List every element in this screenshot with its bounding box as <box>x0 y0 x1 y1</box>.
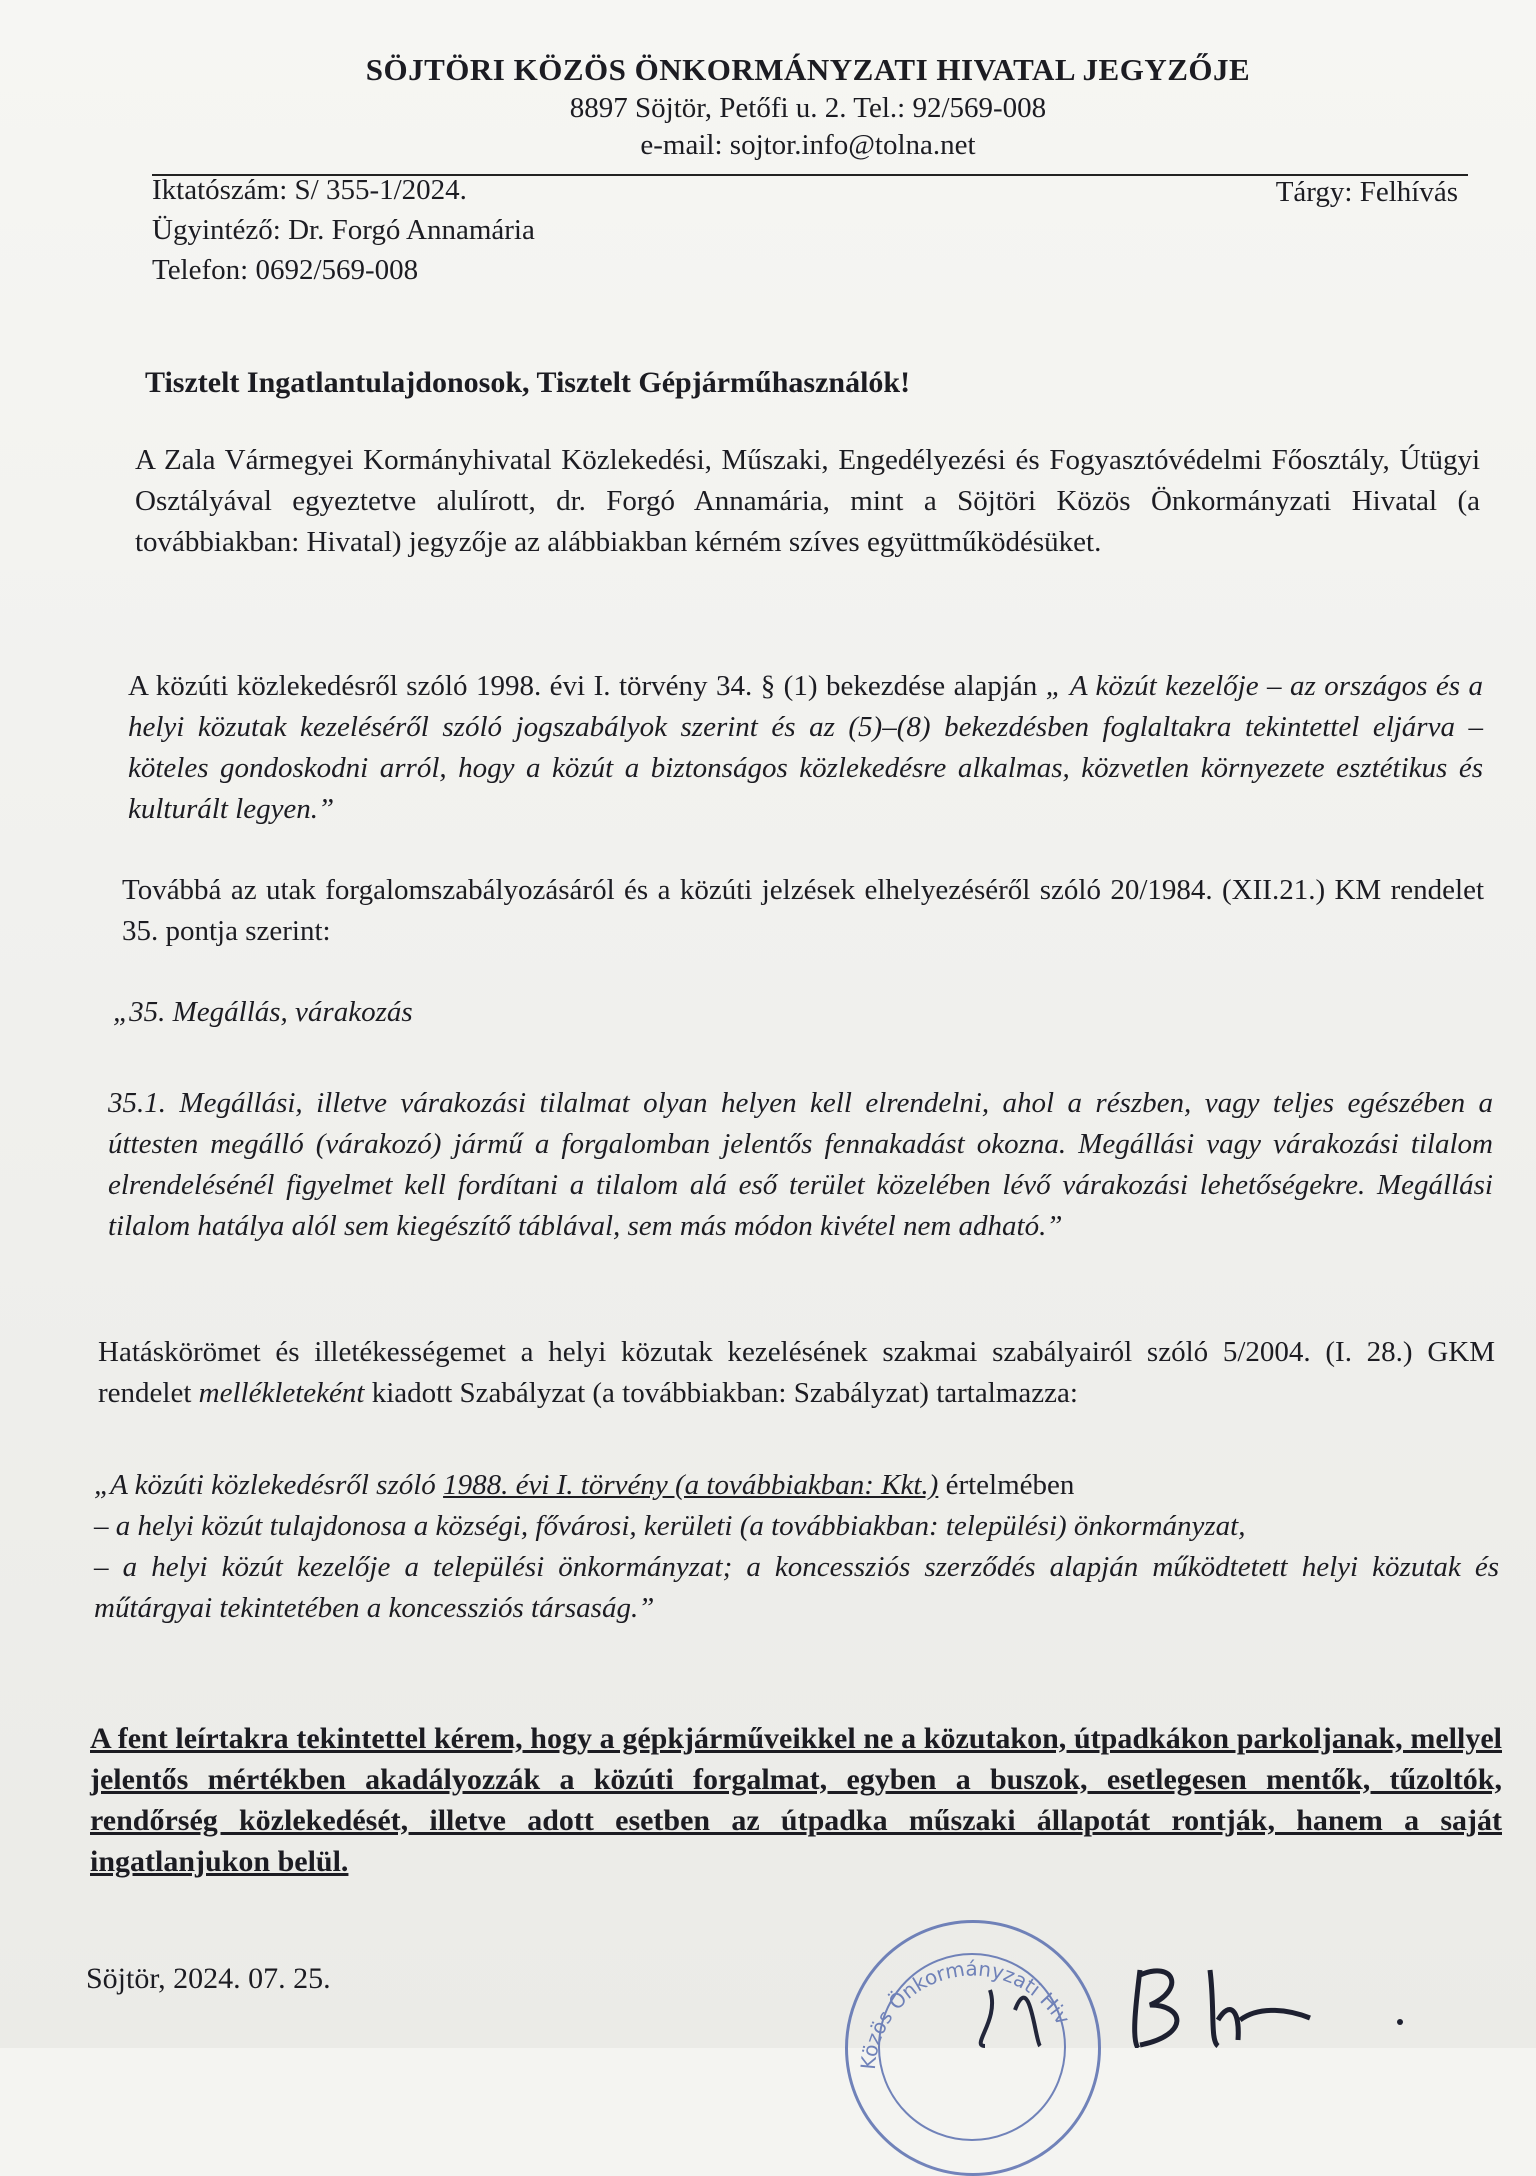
svg-text:Közös Önkormányzati Hiv: Közös Önkormányzati Hiv <box>855 1956 1076 2071</box>
competence-text-2: kiadott Szabályzat (a továbbiakban: Szabályzat) tartalmazza: <box>364 1377 1078 1409</box>
administrator: Ügyintéző: Dr. Forgó Annamária <box>152 214 535 246</box>
quote-tail: értelmében <box>938 1469 1075 1501</box>
law-reference-link[interactable]: 1988. évi I. törvény (a továbbiakban: Kkt.) <box>443 1469 939 1501</box>
letterhead <box>0 52 1536 162</box>
salutation: Tisztelt Ingatlantulajdonosok, Tisztelt Gépjárműhasználók! <box>145 366 911 399</box>
section-text: 35.1. Megállási, illetve várakozási tilalmat olyan helyen kell elrendelni, ahol a részben, vagy teljes egészében a úttesten megálló (várakozó) jármű a forgalomban jelentős fennakadást okozna. Megállási vagy várakozási tilalom elrendelésénél figyelmet kell fordítani a tilalom alá eső terület közelében lévő várakozási lehetőségekre. Megállási tilalom hatálya alól sem kiegészítő táblával, sem más módon kivétel nem adható.” <box>108 1087 1493 1242</box>
paragraph-regulation: Továbbá az utak forgalomszabályozásáról és a közúti jelzések elhelyezéséről szóló 20/1984. (XII.21.) KM rendelet 35. pontja szerint: <box>122 874 1484 947</box>
letterhead-email: e-mail: sojtor.info@tolna.net <box>640 129 976 161</box>
document-meta <box>152 170 535 290</box>
law-citation-intro: A közúti közlekedésről szóló 1998. évi I. törvény 34. § (1) bekezdése alapján <box>128 670 1046 702</box>
competence-italic: mellékleteként <box>198 1377 365 1409</box>
paragraph-intro: A Zala Vármegyei Kormányhivatal Közlekedési, Műszaki, Engedélyezési és Fogyasztóvédelmi Főosztály, Útügyi Osztályával egyeztetve alulírott, dr. Forgó Annamária, mint a Söjtöri Közös Önkormányzati Hivatal (a továbbiakban: Hivatal) jegyzője az alábbiakban kérném szíves együttműködésüket. <box>135 444 1480 558</box>
quote-item-owner: – a helyi közút tulajdonosa a községi, fővárosi, kerületi (a továbbiakban: települési) önkormányzat, <box>94 1510 1246 1542</box>
letterhead-address: 8897 Söjtör, Petőfi u. 2. Tel.: 92/569-008 <box>569 92 1047 124</box>
quote-lead-line <box>94 1465 1499 1506</box>
quote-lead: „A közúti közlekedésről szóló <box>94 1469 444 1501</box>
request-paragraph: A fent leírtakra tekintettel kérem, hogy a gépkjárműveikkel ne a közutakon, útpadkákon parkoljanak, mellyel jelentős mértékben akadályozzák a közúti forgalmat, egyben a buszok, esetlegesen mentők, tűzoltók, rendőrség közlekedését, illetve adott esetben az útpadka műszaki állapotát rontják, hanem a saját ingatlanjukon belül. <box>90 1722 1502 1878</box>
paragraph-competence <box>98 1332 1495 1414</box>
subject-line: Tárgy: Felhívás <box>1275 176 1458 208</box>
date-line: Söjtör, 2024. 07. 25. <box>86 1962 331 1995</box>
competence-text-1: Hatáskörömet és illetékességemet a helyi közutak kezelésének szakmai szabályairól szóló 5/2004. (I. 28.) GKM rendelet <box>98 1336 1495 1409</box>
paragraph-law-citation <box>128 666 1483 830</box>
signature <box>960 1950 1420 2048</box>
phone-number: Telefon: 0692/569-008 <box>152 254 419 286</box>
letterhead-title: SÖJTÖRI KÖZÖS ÖNKORMÁNYZATI HIVATAL JEGYZŐJE <box>365 52 1251 87</box>
quote-block <box>94 1465 1499 1629</box>
law-citation-quote: „ A közút kezelője – az országos és a helyi közutak kezeléséről szóló jogszabályok szerint és az (5)–(8) bekezdésben foglaltakra tekintettel eljárva – köteles gondoskodni arról, hogy a közút a biztonságos közlekedésre alkalmas, közvetlen környezete esztétikus és kulturált legyen.” <box>128 670 1484 825</box>
reference-number: Iktatószám: S/ 355-1/2024. <box>152 174 467 206</box>
section-heading: „35. Megállás, várakozás <box>113 996 413 1028</box>
quote-item-manager: – a helyi közút kezelője a települési önkormányzat; a koncessziós szerződés alapján működtetett helyi közutak és műtárgyai tekintetében a koncessziós társaság.” <box>94 1551 1499 1624</box>
